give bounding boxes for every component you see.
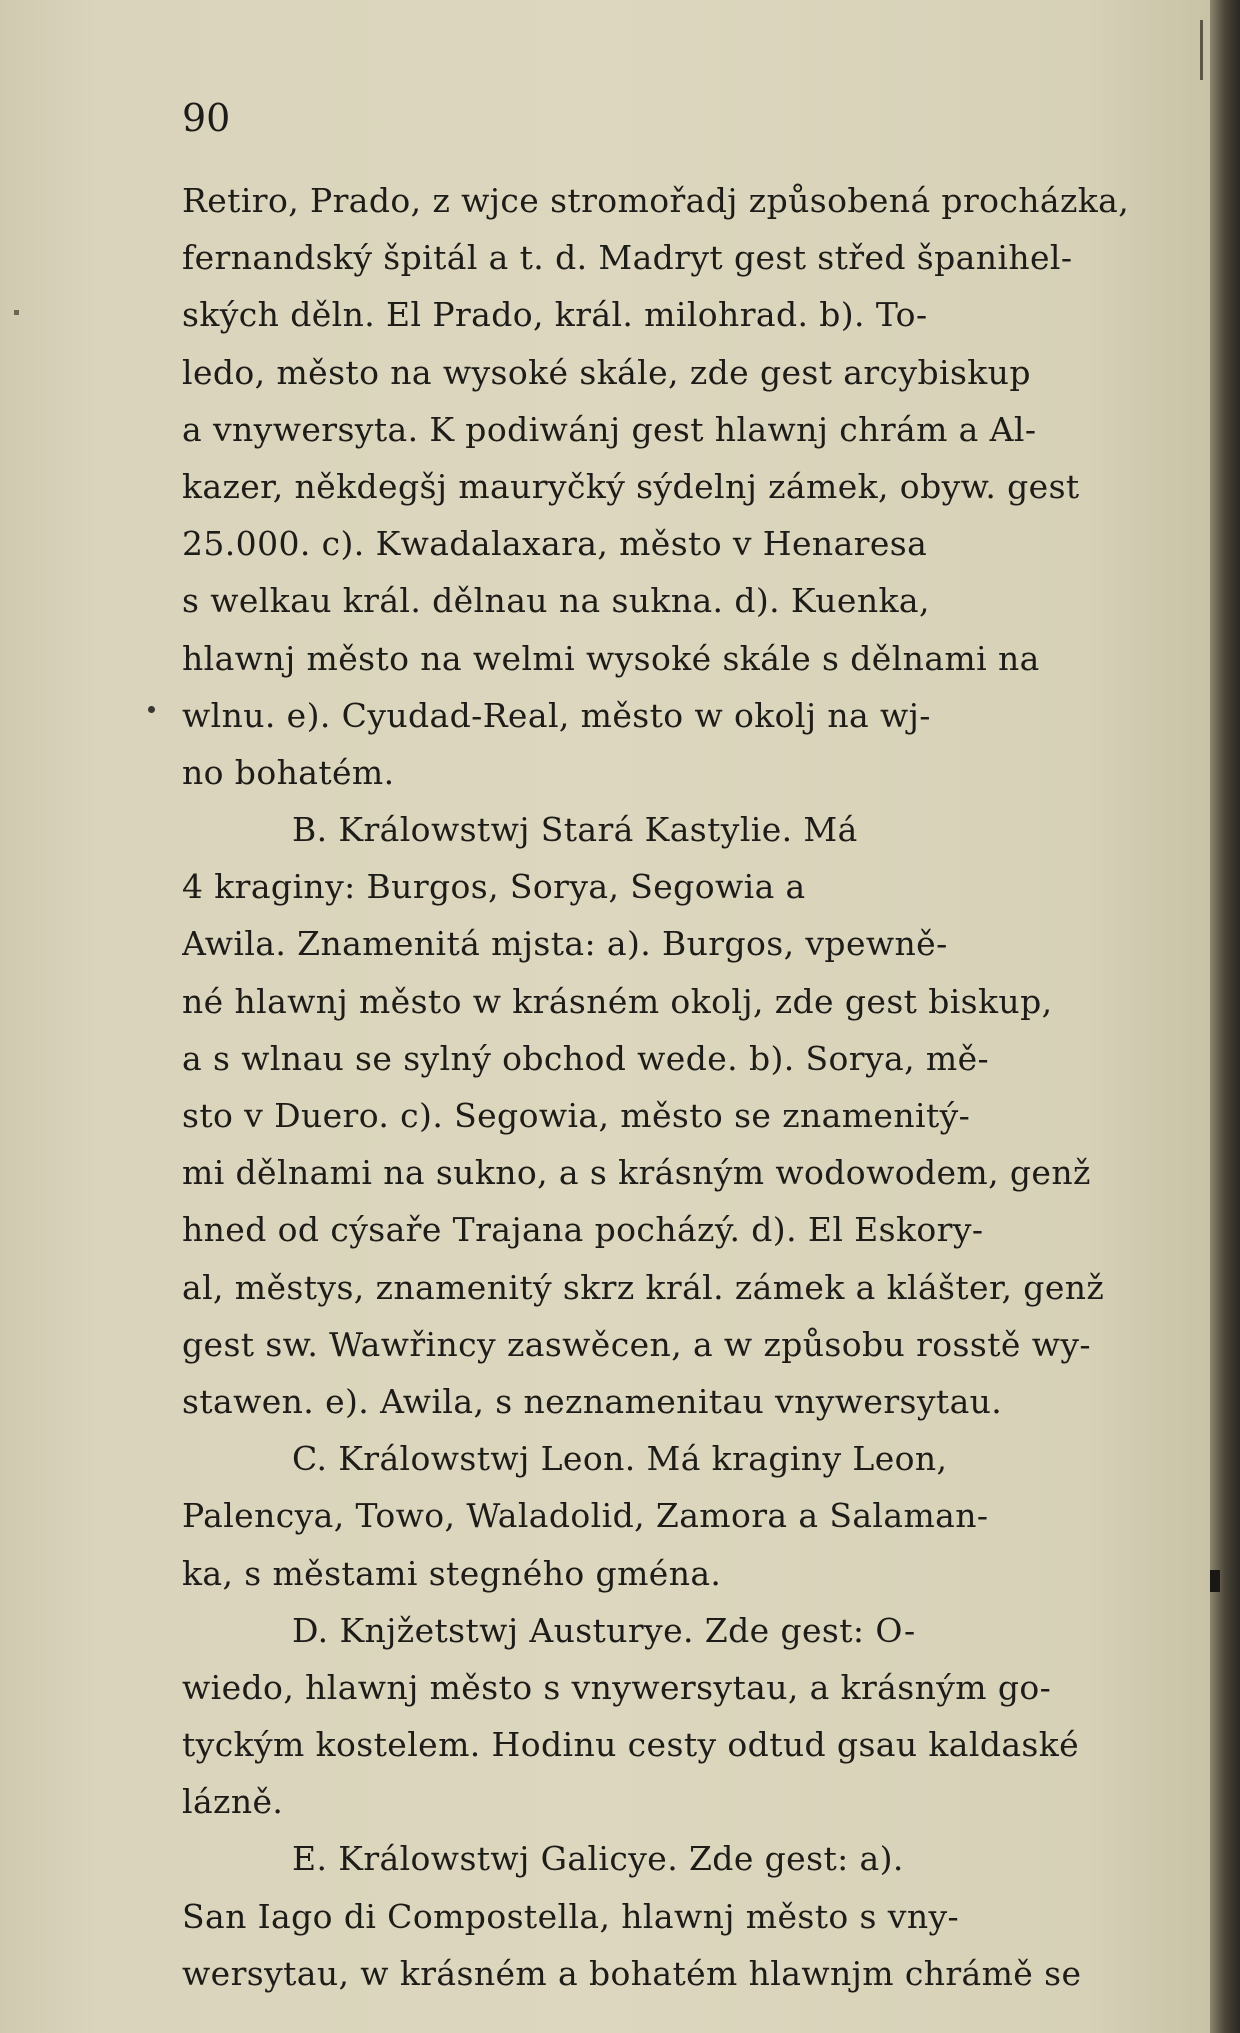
text-line: San Iago di Compostella, hlawnj město s vny- xyxy=(182,1896,960,1936)
section-heading-line: D. Knjžetstwj Austurye. Zde gest: O- xyxy=(292,1610,916,1650)
text-line: Retiro, Prado, z wjce stromořadj způsobená procházka, xyxy=(182,181,1130,220)
text-line: wersytau, w krásném a bohatém hlawnjm chrámě se xyxy=(182,1953,1082,1993)
section-heading-line: C. Králowstwj Leon. Má kraginy Leon, xyxy=(292,1439,948,1479)
text-line: a vnywersyta. K podiwánj gest hlawnj chrám a Al- xyxy=(182,409,1037,449)
margin-dot xyxy=(148,706,155,713)
text-line: a s wlnau se sylný obchod wede. b). Sorya, mě- xyxy=(182,1038,990,1078)
scan-edge-mark xyxy=(1210,1570,1220,1592)
page-edge-mark xyxy=(1200,20,1203,80)
text-line: wlnu. e). Cyudad-Real, město w okolj na wj- xyxy=(182,695,931,735)
text-line: tyckým kostelem. Hodinu cesty odtud gsau kaldaské xyxy=(182,1725,1080,1765)
text-line: fernandský špitál a t. d. Madryt gest střed španihel- xyxy=(182,238,1073,278)
text-line: ských děln. El Prado, král. milohrad. b). To- xyxy=(182,295,928,335)
text-line: né hlawnj město w krásném okolj, zde gest biskup, xyxy=(182,981,1053,1021)
scan-border xyxy=(1210,0,1240,2033)
page-number: 90 xyxy=(182,96,231,140)
text-line: gest sw. Wawřincy zaswěcen, a w způsobu rosstě wy- xyxy=(182,1324,1091,1364)
body-text xyxy=(182,172,1132,2002)
text-line: lázně. xyxy=(182,1782,284,1822)
section-heading-line: B. Králowstwj Stará Kastylie. Má xyxy=(292,810,858,850)
text-line: Awila. Znamenitá mjsta: a). Burgos, vpewně- xyxy=(182,924,948,964)
text-line: hlawnj město na welmi wysoké skále s dělnami na xyxy=(182,638,1040,678)
text-line: no bohatém. xyxy=(182,752,395,792)
text-line: ledo, město na wysoké skále, zde gest arcybiskup xyxy=(182,352,1031,392)
text-line: 25.000. c). Kwadalaxara, město v Henaresa xyxy=(182,524,928,564)
text-line: stawen. e). Awila, s neznamenitau vnywersytau. xyxy=(182,1381,1003,1421)
text-line: Palencya, Towo, Waladolid, Zamora a Salaman- xyxy=(182,1496,989,1536)
text-line: wiedo, hlawnj město s vnywersytau, a krásným go- xyxy=(182,1667,1052,1707)
text-line: ka, s městami stegného gména. xyxy=(182,1553,722,1593)
text-line: mi dělnami na sukno, a s krásným wodowodem, genž xyxy=(182,1153,1091,1193)
text-line: s welkau král. dělnau na sukna. d). Kuenka, xyxy=(182,581,930,621)
text-line: sto v Duero. c). Segowia, město se znamenitý- xyxy=(182,1096,971,1135)
text-line: al, městys, znamenitý skrz král. zámek a klášter, genž xyxy=(182,1267,1105,1307)
text-line: hned od cýsaře Trajana pocházý. d). El Eskory- xyxy=(182,1210,984,1250)
text-line: kazer, někdegšj mauryčký sýdelnj zámek, obyw. gest xyxy=(182,466,1080,506)
text-line: 4 kraginy: Burgos, Sorya, Segowia a xyxy=(182,867,806,907)
page-speck xyxy=(14,310,19,315)
section-heading-line: E. Králowstwj Galicye. Zde gest: a). xyxy=(292,1839,904,1879)
